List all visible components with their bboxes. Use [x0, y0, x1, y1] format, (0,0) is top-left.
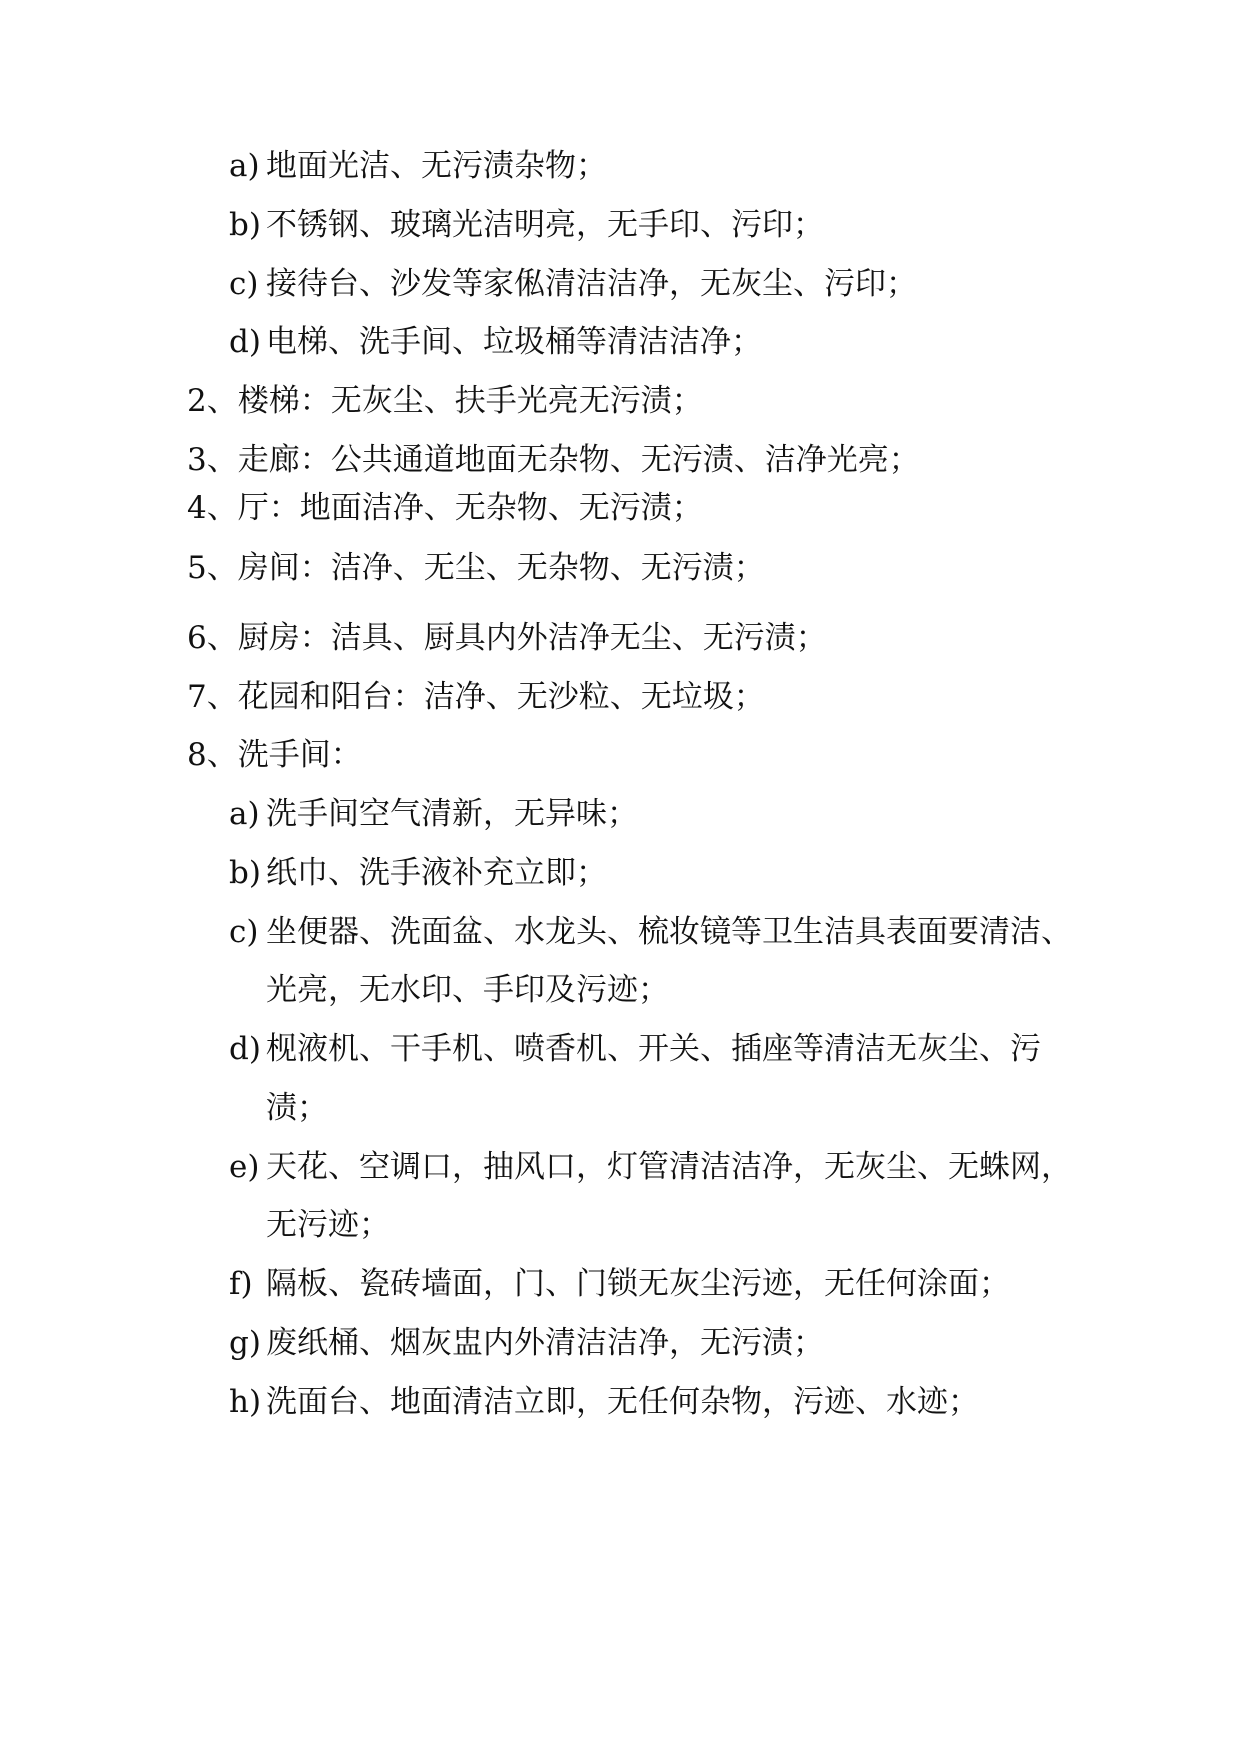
item-marker: a) [229, 796, 260, 832]
item-marker: f) [229, 1266, 253, 1302]
list-item-continuation [229, 1088, 328, 1128]
item-number: 7、 [187, 679, 238, 715]
item-text: 楼梯：无灰尘、扶手光亮无污渍； [237, 383, 703, 419]
item-number: 8、 [187, 737, 238, 773]
item-text: 枧液机、干手机、喷香机、开关、插座等清洁无灰尘、污 [266, 1031, 1041, 1067]
list-item-continuation [229, 1205, 390, 1245]
list-item [187, 381, 703, 421]
item-text: 房间：洁净、无尘、无杂物、无污渍； [237, 550, 765, 586]
item-text: 废纸桶、烟灰盅内外清洁洁净，无污渍； [266, 1325, 824, 1361]
list-item-continuation [229, 970, 669, 1010]
list-item [229, 146, 607, 186]
list-item [229, 794, 638, 834]
item-number: 3、 [187, 442, 238, 478]
item-text: 电梯、洗手间、垃圾桶等清洁洁净； [266, 324, 762, 360]
item-text: 坐便器、洗面盆、水龙头、梳妆镜等卫生洁具表面要清洁、 [266, 914, 1072, 950]
item-text: 走廊：公共通道地面无杂物、无污渍、洁净光亮； [237, 442, 920, 478]
item-text: 无污迹； [266, 1207, 390, 1243]
list-item [229, 1323, 824, 1363]
list-item [187, 618, 827, 658]
item-text: 花园和阳台：洁净、无沙粒、无垃圾； [237, 679, 765, 715]
list-item [229, 853, 607, 893]
item-marker: h) [229, 1384, 262, 1420]
item-number: 2、 [187, 383, 238, 419]
item-marker: a) [229, 148, 260, 184]
list-item [229, 1382, 979, 1422]
item-number: 5、 [187, 550, 238, 586]
item-marker: d) [229, 1031, 261, 1067]
item-text: 隔板、瓷砖墙面，门、门锁无灰尘污迹，无任何涂面； [266, 1266, 1010, 1302]
item-number: 4、 [187, 490, 238, 526]
item-text: 接待台、沙发等家俬清洁洁净，无灰尘、污印； [266, 266, 917, 302]
list-item [229, 264, 917, 304]
item-text: 天花、空调口，抽风口，灯管清洁洁净，无灰尘、无蛛网， [266, 1149, 1072, 1185]
item-text: 洗面台、地面清洁立即，无任何杂物，污迹、水迹； [266, 1384, 979, 1420]
item-text: 光亮，无水印、手印及污迹； [266, 972, 669, 1008]
list-item [229, 205, 824, 245]
item-marker: c) [229, 266, 259, 302]
item-number: 6、 [187, 620, 238, 656]
item-marker: e) [229, 1149, 260, 1185]
item-text: 纸巾、洗手液补充立即； [266, 855, 607, 891]
item-text: 厅：地面洁净、无杂物、无污渍； [237, 490, 703, 526]
list-item [229, 1264, 1010, 1304]
list-item [229, 1147, 1072, 1187]
list-item [229, 912, 1072, 952]
list-item [187, 440, 920, 480]
list-item [229, 1029, 1041, 1069]
list-item [187, 735, 362, 775]
item-text: 地面光洁、无污渍杂物； [266, 148, 607, 184]
item-text: 洗手间空气清新，无异味； [266, 796, 638, 832]
item-text: 不锈钢、玻璃光洁明亮，无手印、污印； [266, 207, 824, 243]
item-text: 厨房：洁具、厨具内外洁净无尘、无污渍； [237, 620, 827, 656]
item-text: 渍； [266, 1090, 328, 1126]
item-marker: b) [229, 207, 261, 243]
item-marker: c) [229, 914, 259, 950]
item-marker: g) [229, 1325, 261, 1361]
item-text: 洗手间： [237, 737, 362, 773]
list-item [187, 488, 703, 528]
list-item [187, 677, 765, 717]
list-item [187, 548, 765, 588]
list-item [229, 322, 762, 362]
item-marker: b) [229, 855, 261, 891]
item-marker: d) [229, 324, 261, 360]
